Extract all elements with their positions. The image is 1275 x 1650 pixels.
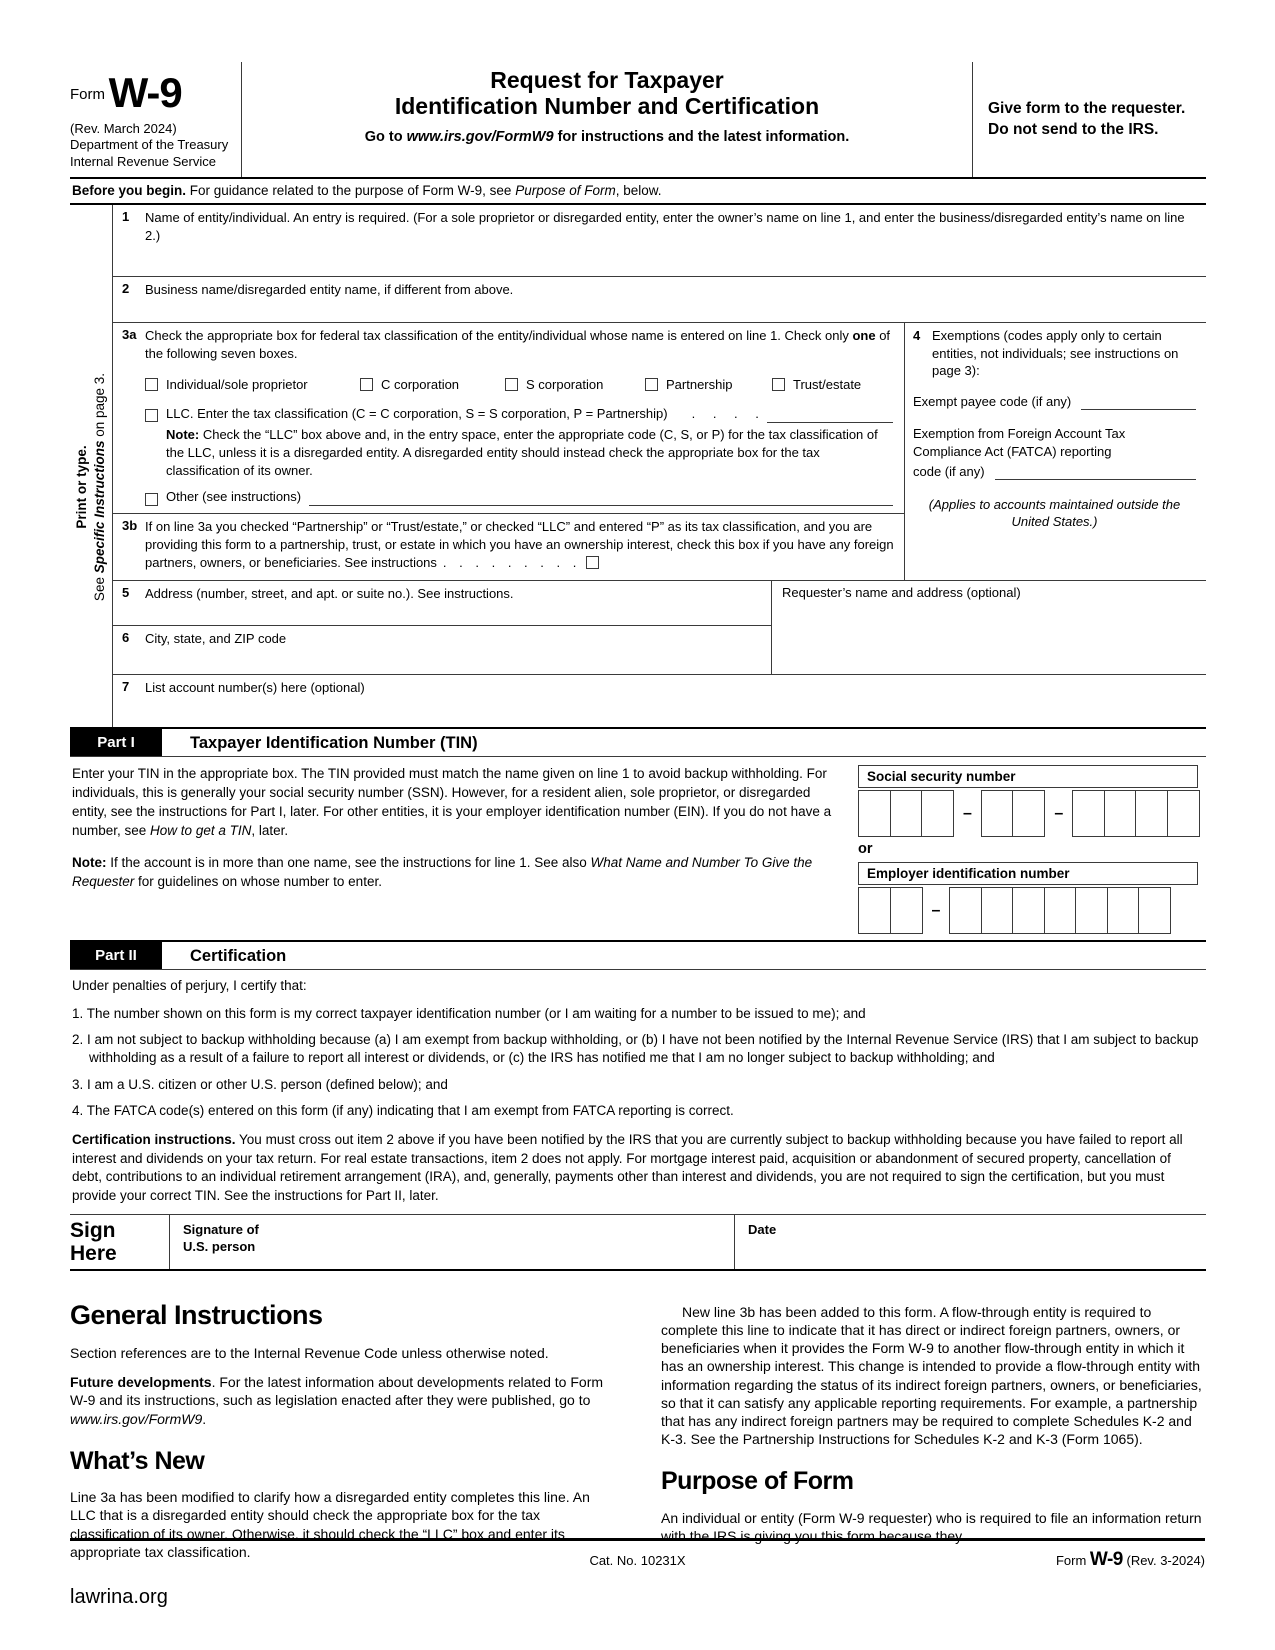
ein-digit-box[interactable] — [1075, 887, 1108, 934]
certification-item-2: 2. I am not subject to backup withholding because (a) I am exempt from backup withholding, or (b) I have not been notified by the Internal Revenue Service (IRS) that I am subject to backup withholding as a result of a failure to report all interest or dividends, or (c) the IRS has notified me that I am no longer subject to backup withholding; and — [72, 1032, 1199, 1066]
date-label: Date — [748, 1221, 777, 1237]
line7-label: List account number(s) here (optional) — [145, 680, 365, 696]
part1-badge: Part I — [70, 729, 162, 756]
line6-number: 6 — [122, 630, 130, 646]
llc-code-entry[interactable] — [767, 409, 893, 423]
general-instructions — [70, 1298, 1206, 1572]
ein-digit-box[interactable] — [981, 887, 1014, 934]
part2-title: Certification — [190, 947, 287, 966]
llc-checkbox[interactable] — [145, 409, 158, 422]
tin-paragraph: Enter your TIN in the appropriate box. The TIN provided must match the name given on line 1 to avoid backup withholding. For individuals, this is generally your social security number (SSN). However, for a resident alien, sole proprietor, or disregarded entity, see the instructions for Part I, later. For other entities, it is your employer identification number (EIN). If you do not have a number, see How to get a TIN, later. — [72, 766, 832, 838]
future-developments: Future developments. For the latest information about developments related to Form W-9 and its instructions, such as legislation enacted after they were published, go to www.irs.gov/FormW9. — [70, 1374, 604, 1427]
tin-note: Note: If the account is in more than one name, see the instructions for line 1. See also What Name and Number To Give the Requester for guidelines on whose number to enter. — [72, 854, 813, 889]
option-s-corporation — [505, 376, 645, 394]
treasury-dept: Department of the Treasury — [70, 137, 229, 153]
llc-label: LLC. Enter the tax classification (C = C corporation, S = S corporation, P = Partnership) — [166, 405, 668, 421]
exempt-payee-entry[interactable] — [1081, 397, 1196, 411]
requester-field[interactable] — [771, 581, 1206, 674]
foreign-partners-checkbox[interactable] — [586, 556, 599, 569]
irs-label: Internal Revenue Service — [70, 154, 216, 170]
fatca-label: Exemption from Foreign Account Tax Compliance Act (FATCA) reporting — [913, 426, 1126, 459]
ssn-digit-box[interactable] — [1012, 790, 1045, 837]
purpose-paragraph: An individual or entity (Form W-9 requester) who is required to file an information return with the IRS is giving you this form because they — [661, 1509, 1202, 1545]
print-or-type-label: Print or type. See Specific Instructions on page 3. — [73, 373, 107, 602]
line3a-content — [143, 323, 904, 513]
line3b-foreign-partners — [113, 514, 904, 581]
form-revision: (Rev. March 2024) — [70, 120, 177, 136]
s-corporation-label: S corporation — [526, 376, 604, 392]
footer-form-id: Form W-9 (Rev. 3-2024) — [1055, 1549, 1205, 1570]
section-references: Section references are to the Internal Revenue Code unless otherwise noted. — [70, 1345, 549, 1362]
part2-header — [70, 940, 1206, 970]
ssn-digit-box[interactable] — [1072, 790, 1105, 837]
page-title-line2: Identification Number and Certification — [394, 92, 820, 119]
page-footer — [70, 1538, 1205, 1575]
ssn-digit-row — [858, 790, 1206, 837]
line1-label: Name of entity/individual. An entry is required. (For a sole proprietor or disregarded entity, enter the owner’s name on line 1, and enter the business/disregarded entity’s name on line 2.) — [145, 210, 1185, 244]
line5-label: Address (number, street, and apt. or suite no.). See instructions. — [145, 586, 514, 602]
exempt-payee-label: Exempt payee code (if any) — [913, 393, 1072, 409]
ein-digit-row — [858, 887, 1206, 934]
line1-name-field[interactable] — [113, 205, 1206, 277]
option-individual — [145, 376, 360, 394]
applies-note: (Applies to accounts maintained outside the United States.) — [928, 497, 1181, 529]
part1-body — [70, 757, 1206, 940]
line1-number: 1 — [122, 209, 130, 225]
part1-header — [70, 727, 1206, 757]
other-label: Other (see instructions) — [166, 488, 302, 504]
individual-checkbox[interactable] — [145, 378, 158, 391]
line3a-number: 3a — [122, 327, 137, 343]
ssn-dash: – — [963, 804, 972, 822]
form-number: W-9 — [108, 69, 182, 116]
instructions-right-column — [661, 1298, 1206, 1572]
line3-column — [113, 323, 904, 580]
option-llc — [145, 405, 896, 423]
ein-digit-box[interactable] — [1138, 887, 1171, 934]
ein-digit-box[interactable] — [858, 887, 891, 934]
form-title-block — [242, 62, 972, 177]
option-c-corporation — [360, 376, 505, 394]
before-you-begin: Before you begin. For guidance related to the purpose of Form W-9, see Purpose of Form, below. — [70, 179, 1206, 205]
llc-note: Note: Check the “LLC” box above and, in the entry space, enter the appropriate code (C, S, or P) for the tax classification of the LLC, unless it is a disregarded entity. A disregarded entity should instead check the appropriate box for the tax classification of its owner. — [166, 427, 878, 479]
ssn-digit-box[interactable] — [890, 790, 923, 837]
option-trust-estate — [772, 376, 861, 394]
s-corporation-checkbox[interactable] — [505, 378, 518, 391]
line5-address-field[interactable] — [113, 581, 771, 626]
or-label: or — [858, 841, 873, 858]
individual-label: Individual/sole proprietor — [166, 376, 308, 392]
form-identity-block — [70, 62, 242, 177]
option-partnership — [645, 376, 772, 394]
certification-item-1: 1. The number shown on this form is my correct taxpayer identification number (or I am waiting for a number to be issued to me); and — [72, 1005, 866, 1021]
page-title-line1: Request for Taxpayer — [490, 67, 724, 93]
sign-here-label: Sign Here — [70, 1218, 117, 1266]
requester-label: Requester’s name and address (optional) — [782, 585, 1021, 601]
ein-dash: – — [931, 901, 941, 919]
goto-instructions: Go to www.irs.gov/FormW9 for instructions and the latest information. — [364, 128, 850, 145]
classification-checkbox-row — [145, 376, 896, 394]
ssn-digit-box[interactable] — [858, 790, 891, 837]
date-field[interactable] — [734, 1215, 1206, 1269]
llc-dot-leader: . . . . — [691, 405, 759, 421]
fatca-code-row — [913, 463, 1196, 481]
line3b-content: If on line 3a you checked “Partnership” or “Trust/estate,” or checked “LLC” and entered “P” as its tax classification, and you are providing this form to a partnership, trust, or estate in which you have an ownership interest, check this box if you have any foreign partners, owners, or beneficiaries. See instructions . . . . . . . . . — [145, 518, 894, 571]
tin-boxes — [858, 764, 1206, 934]
ein-label-box: Employer identification number — [858, 862, 1198, 885]
line5-number: 5 — [122, 585, 130, 601]
part1-title: Taxpayer Identification Number (TIN) — [190, 734, 478, 753]
trust-estate-label: Trust/estate — [793, 376, 862, 392]
ssn-dash: – — [1054, 804, 1064, 822]
c-corporation-label: C corporation — [381, 376, 460, 392]
ein-digit-box[interactable] — [949, 887, 982, 934]
certification-instructions: Certification instructions. You must cross out item 2 above if you have been notified by the IRS that you are currently subject to backup withholding because you have failed to report all interest and dividends on your tax return. For real estate transactions, item 2 does not apply. For mortgage interest paid, acquisition or abandonment of secured property, cancellation of debt, contributions to an individual retirement arrangement (IRA), and, generally, payments other than interest and dividends, you are not required to sign the certification, but you must provide your correct TIN. See the instructions for Part II, later. — [72, 1132, 1183, 1203]
print-or-type-rail — [70, 205, 112, 727]
line2-label: Business name/disregarded entity name, if different from above. — [145, 282, 514, 298]
ssn-digit-box[interactable] — [981, 790, 1014, 837]
purpose-of-form-title: Purpose of Form — [661, 1467, 854, 1496]
general-instructions-title: General Instructions — [70, 1299, 323, 1330]
line2-business-name-field[interactable] — [113, 277, 1206, 323]
ein-digit-box[interactable] — [890, 887, 923, 934]
certification-intro: Under penalties of perjury, I certify that: — [72, 978, 307, 994]
ssn-digit-box[interactable] — [1104, 790, 1137, 837]
ssn-digit-box[interactable] — [1135, 790, 1168, 837]
line3b-number: 3b — [122, 517, 138, 533]
whats-new-paragraph: Line 3a has been modified to clarify how a disregarded entity completes this line. An LLC that is a disregarded entity should check the appropriate box for the tax classification of its owner. Otherwise, it should check the “LLC” box and enter its appropriate tax classification. — [70, 1489, 590, 1560]
form-word: Form — [70, 86, 105, 103]
part2-badge: Part II — [70, 942, 162, 969]
line2-number: 2 — [122, 281, 130, 297]
line3a-classification — [113, 323, 904, 514]
line4-number: 4 — [913, 328, 921, 344]
whats-new-title: What’s New — [70, 1446, 205, 1475]
other-entry[interactable] — [309, 492, 893, 506]
form-body — [70, 205, 1206, 727]
give-form-notice: Give form to the requester. Do not send to the IRS. — [972, 62, 1206, 177]
instructions-left-column — [70, 1298, 615, 1572]
row-5-6 — [113, 581, 1206, 675]
line3a-intro: Check the appropriate box for federal tax classification of the entity/individual whose name is entered on line 1. Check only one of the following seven boxes. — [145, 328, 891, 362]
part1-text — [70, 764, 858, 934]
certification-item-4: 4. The FATCA code(s) entered on this form (if any) indicating that I am exempt from FATCA reporting is correct. — [72, 1103, 734, 1119]
certification-section — [70, 970, 1206, 1214]
ein-digit-box[interactable] — [1044, 887, 1077, 934]
catalog-number: Cat. No. 10231X — [589, 1553, 686, 1568]
partnership-checkbox[interactable] — [645, 378, 658, 391]
line6-city-field[interactable] — [113, 626, 771, 674]
line4-exemptions — [904, 323, 1206, 580]
signature-field[interactable]: Signature of U.S. person — [169, 1215, 734, 1269]
ssn-label-box: Social security number — [858, 765, 1198, 788]
exempt-payee-row — [913, 393, 1196, 411]
certification-item-3: 3. I am a U.S. citizen or other U.S. person (defined below); and — [72, 1076, 448, 1092]
form-header — [70, 62, 1206, 179]
form-fields — [112, 205, 1206, 727]
line7-account-field[interactable] — [113, 675, 1206, 727]
site-watermark: lawrina.org — [70, 1586, 168, 1608]
line4-label: Exemptions (codes apply only to certain entities, not individuals; see instructions on page 3): — [932, 328, 1179, 379]
line3b-paragraph: New line 3b has been added to this form. A flow-through entity is required to complete this line to indicate that it has direct or indirect foreign partners, owners, or beneficiaries when it provides the Form W-9 to another flow-through entity in which it has an ownership interest. This change is intended to provide a flow-through entity with information regarding the status of its indirect foreign partners, owners, or beneficiaries, so that it can satisfy any applicable reporting requirements. For example, a partnership that has any indirect foreign partners may be required to complete Schedules K-2 and K-3. See the Partnership Instructions for Schedules K-2 and K-3 (Form 1065). — [661, 1303, 1202, 1448]
trust-estate-checkbox[interactable] — [772, 378, 785, 391]
ein-digit-box[interactable] — [1012, 887, 1045, 934]
sign-here-section — [70, 1214, 1206, 1271]
row-3-and-4 — [113, 323, 1206, 581]
line7-number: 7 — [122, 679, 130, 695]
ssn-digit-box[interactable] — [1167, 790, 1200, 837]
partnership-label: Partnership — [666, 376, 733, 392]
irs-url: www.irs.gov/FormW9 — [406, 128, 554, 145]
address-column — [113, 581, 771, 674]
fatca-code-label: code (if any) — [913, 463, 985, 479]
other-checkbox[interactable] — [145, 493, 158, 506]
line3b-dot-leader: . . . . . . . . . — [442, 555, 577, 571]
c-corporation-checkbox[interactable] — [360, 378, 373, 391]
ssn-digit-box[interactable] — [921, 790, 954, 837]
fatca-code-entry[interactable] — [995, 466, 1196, 480]
line6-label: City, state, and ZIP code — [145, 631, 287, 647]
option-other — [145, 488, 896, 506]
ein-digit-box[interactable] — [1107, 887, 1140, 934]
